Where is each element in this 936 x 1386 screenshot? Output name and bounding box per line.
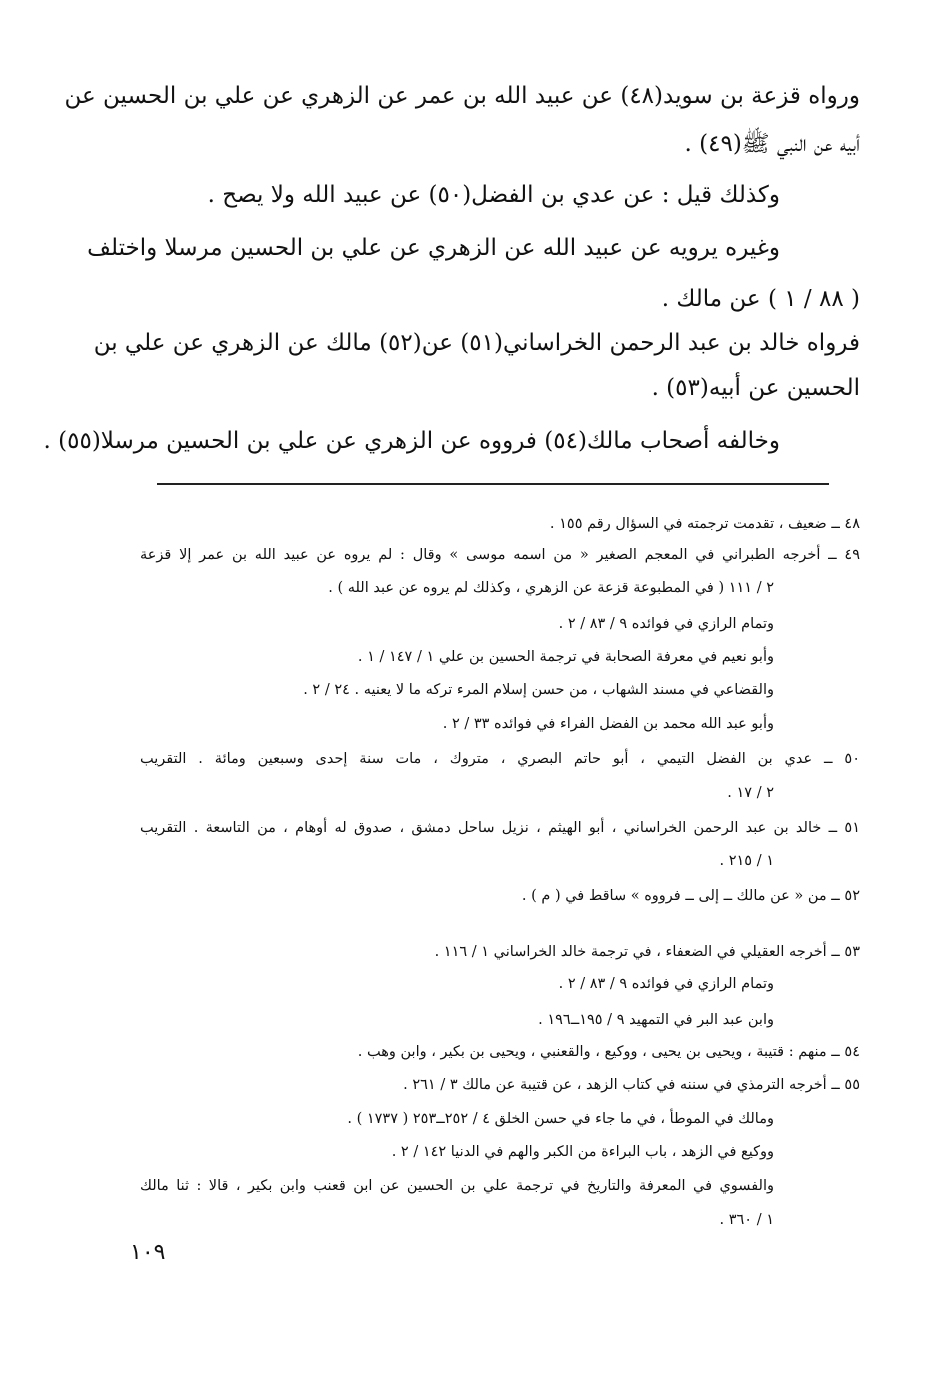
- footnote-line: ١ / ٣٦٠ .: [719, 1212, 774, 1228]
- footnote-line: ٥٣ ــ أخرجه العقيلي في الضعفاء ، في ترجمة خالد الخراساني ١ / ١١٦ .: [434, 944, 860, 960]
- footnote-line: ٥٠ ــ عدي بن الفضل التيمي ، أبو حاتم البصري ، متروك ، مات سنة إحدى وسبعين ومائة . التقريب: [140, 751, 860, 767]
- footnote-line: ووكيع في الزهد ، باب البراءة من الكبر والهم في الدنيا ١٤٢ / ٢ .: [391, 1144, 774, 1160]
- footnote-line: ومالك في الموطأ ، في ما جاء في حسن الخلق ٤ / ٢٥٢ــ٢٥٣ ( ١٧٣٧ ) .: [347, 1111, 774, 1127]
- main-line: ورواه قزعة بن سويد(٤٨) عن عبيد الله بن عمر عن الزهري عن علي بن الحسين عن: [64, 83, 860, 109]
- main-line: ( ٨٨ / ١ ) عن مالك .: [661, 286, 860, 312]
- footnote-line: والقضاعي في مسند الشهاب ، من حسن إسلام المرء تركه ما لا يعنيه . ٢٤ / ٢ .: [303, 682, 774, 698]
- footnote-line: وأبو نعيم في معرفة الصحابة في ترجمة الحسين بن علي ١ / ١٤٧ / ١ .: [357, 649, 774, 665]
- footnote-line: وتمام الرازي في فوائده ٩ / ٨٣ / ٢ .: [558, 616, 774, 632]
- main-line: أبيه عن النبي ﷺ(٤٩) .: [684, 131, 860, 157]
- footnote-line: وتمام الرازي في فوائده ٩ / ٨٣ / ٢ .: [558, 976, 774, 992]
- footnote-line: ٤٨ ــ ضعيف ، تقدمت ترجمته في السؤال رقم ١٥٥ .: [549, 516, 860, 532]
- footnote-line: وابن عبد البر في التمهيد ٩ / ١٩٥ــ١٩٦ .: [538, 1012, 774, 1028]
- footnote-line: والفسوي في المعرفة والتاريخ في ترجمة علي بن الحسين عن ابن قعنب وابن بكير ، قالا : ثنا مالك: [140, 1178, 774, 1194]
- main-line: وغيره يرويه عن عبيد الله عن الزهري عن علي بن الحسين مرسلا واختلف: [87, 235, 780, 261]
- page-number: ١٠٩: [130, 1240, 166, 1265]
- footnote-line: ٥٢ ــ من « عن مالك ــ إلى ــ فرووه » ساقط في ( م ) .: [521, 888, 860, 904]
- main-line: وكذلك قيل : عن عدي بن الفضل(٥٠) عن عبيد الله ولا يصح .: [207, 182, 780, 208]
- main-line: فرواه خالد بن عبد الرحمن الخراساني(٥١) عن(٥٢) مالك عن الزهري عن علي بن: [93, 330, 860, 356]
- footnote-line: ٢ / ١١١ ( في المطبوعة قزعة عن الزهري ، وكذلك لم يروه عن عبد الله ) .: [328, 580, 774, 596]
- footnote-line: ١ / ٢١٥ .: [719, 853, 774, 869]
- footnote-separator: [157, 483, 829, 485]
- footnote-line: ٢ / ١٧ .: [727, 785, 774, 801]
- main-line: الحسين عن أبيه(٥٣) .: [651, 375, 860, 401]
- main-line: وخالفه أصحاب مالك(٥٤) فرووه عن الزهري عن علي بن الحسين مرسلا(٥٥) .: [43, 428, 780, 454]
- footnote-line: ٥٥ ــ أخرجه الترمذي في سننه في كتاب الزهد ، عن قتيبة عن مالك ٣ / ٢٦١ .: [403, 1077, 860, 1093]
- footnote-line: ٥٤ ــ منهم : قتيبة ، ويحيى بن يحيى ، ووكيع ، والقعنبي ، ويحيى بن بكير ، وابن وهب .: [357, 1044, 860, 1060]
- footnote-line: ٤٩ ــ أخرجه الطبراني في المعجم الصغير « من اسمه موسى » وقال : لم يروه عن عبيد الله بن عمر إلا قزعة: [140, 547, 860, 563]
- footnote-line: وأبو عبد الله محمد بن الفضل الفراء في فوائده ٣٣ / ٢ .: [442, 716, 774, 732]
- footnote-line: ٥١ ــ خالد بن عبد الرحمن الخراساني ، أبو الهيثم ، نزيل ساحل دمشق ، صدوق له أوهام ، من التاسعة . التقريب: [140, 820, 860, 836]
